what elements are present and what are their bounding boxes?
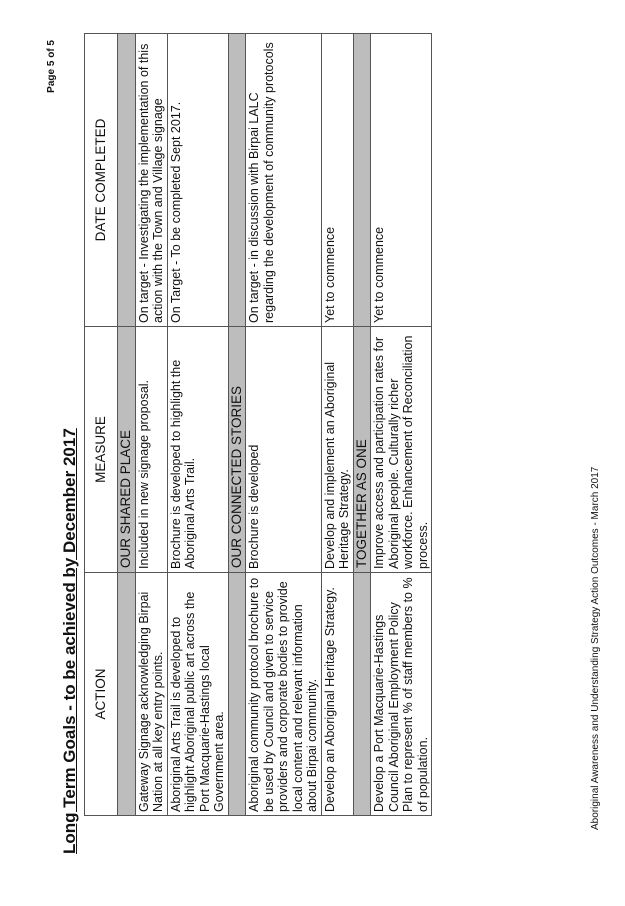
section-row — [118, 34, 136, 816]
measure-cell: Brochure is developed to highlight the Aboriginal Arts Trail. — [167, 327, 228, 573]
section-blank-cell — [353, 573, 371, 816]
date-cell: On target - in discussion with Birpai LALC regarding the development of community protocols — [246, 34, 322, 327]
section-blank-cell — [118, 573, 136, 816]
section-blank-cell — [118, 34, 136, 327]
goals-table — [84, 33, 432, 816]
date-cell: Yet to commence — [371, 34, 432, 327]
measure-cell: Included in new signage proposal. — [135, 327, 167, 573]
header-row — [85, 34, 118, 816]
measure-cell: Improve access and participation rates for Aboriginal people. Culturally richer workforce. Enhancement of Reconciliation process. — [371, 327, 432, 573]
header-action: ACTION — [85, 573, 118, 816]
section-blank-cell — [228, 573, 246, 816]
table-row — [371, 34, 432, 816]
page-number: Page 5 of 5 — [46, 40, 57, 93]
action-cell: Gateway Signage acknowledging Birpai Nation at all key entry points. — [135, 573, 167, 816]
table-row — [135, 34, 167, 816]
table-row — [321, 34, 353, 816]
date-cell: On target - Investigating the implementation of this action with the Town and Village signage — [135, 34, 167, 327]
action-cell: Aboriginal Arts Trail is developed to highlight Aboriginal public art across the Port Macquarie-Hastings local Government area. — [167, 573, 228, 816]
date-cell: On Target - To be completed Sept 2017. — [167, 34, 228, 327]
date-cell: Yet to commence — [321, 34, 353, 327]
table-row — [167, 34, 228, 816]
page-footer: Aboriginal Awareness and Understanding Strategy Action Outcomes - March 2017 — [590, 466, 601, 830]
section-row — [353, 34, 371, 816]
section-label: OUR CONNECTED STORIES — [228, 327, 246, 573]
section-blank-cell — [353, 34, 371, 327]
section-label: TOGETHER AS ONE — [353, 327, 371, 573]
action-cell: Develop a Port Macquarie-Hastings Council Aboriginal Employment Policy Plan to represent % of staff members to % of population. — [371, 573, 432, 816]
section-row — [228, 34, 246, 816]
table-row — [246, 34, 322, 816]
section-label: OUR SHARED PLACE — [118, 327, 136, 573]
action-cell: Aboriginal community protocol brochure to be used by Council and given to service providers and corporate bodies to provide local content and relevant information about Birpai community. — [246, 573, 322, 816]
measure-cell: Develop and implement an Aboriginal Heritage Strategy. — [321, 327, 353, 573]
header-measure: MEASURE — [85, 327, 118, 573]
measure-cell: Brochure is developed — [246, 327, 322, 573]
page-title: Long Term Goals - to be achieved by December 2017 — [60, 428, 79, 854]
action-cell: Develop an Aboriginal Heritage Strategy. — [321, 573, 353, 816]
section-blank-cell — [228, 34, 246, 327]
header-date-completed: DATE COMPLETED — [85, 34, 118, 327]
